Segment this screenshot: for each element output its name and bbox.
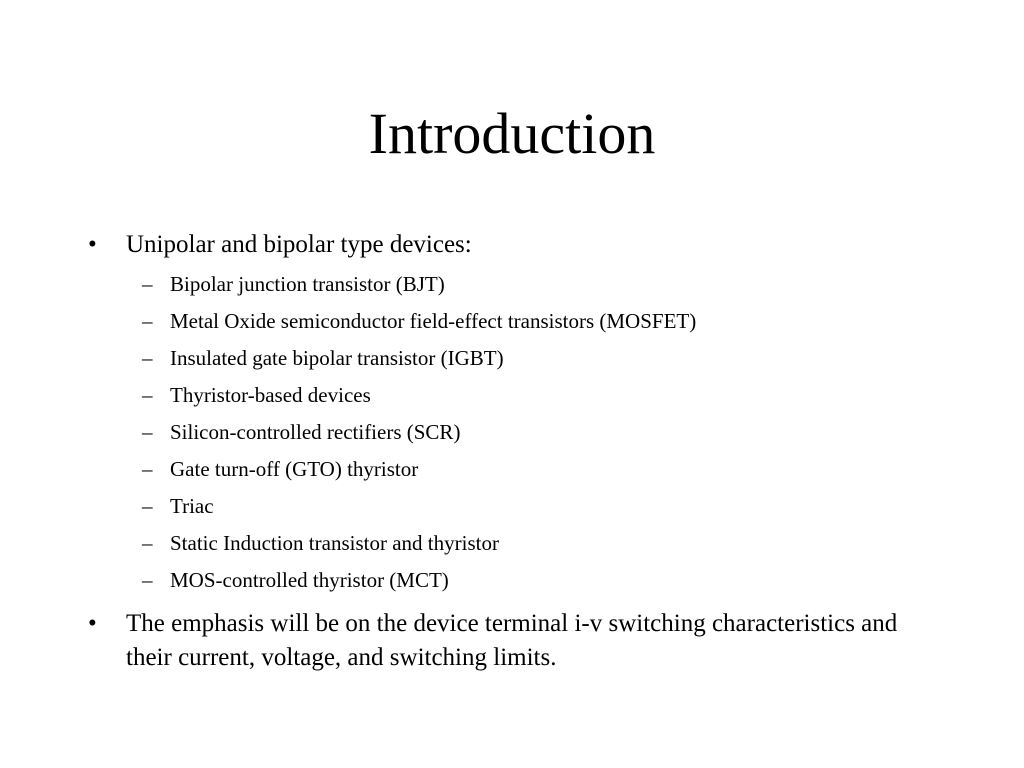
dash-marker: – [142, 568, 153, 592]
sub-item-triac [126, 488, 910, 525]
sub-item-text: Bipolar junction transistor (BJT) [170, 272, 445, 296]
dash-marker: – [142, 383, 153, 407]
dash-marker: – [142, 531, 153, 555]
sub-list [126, 266, 948, 599]
dash-marker: – [142, 309, 153, 333]
dash-marker: – [142, 457, 153, 481]
bullet-item [88, 228, 948, 599]
dash-marker: – [142, 494, 153, 518]
sub-item-thyristor-based [126, 377, 910, 414]
sub-item-igbt [126, 340, 910, 377]
dash-marker: – [142, 346, 153, 370]
bullet-marker: • [88, 610, 97, 637]
sub-item-scr [126, 414, 910, 451]
bullet-marker: • [88, 231, 97, 258]
sub-item-gto [126, 451, 910, 488]
bullet-list [88, 228, 948, 675]
sub-item-mct [126, 562, 910, 599]
sub-item-text: Thyristor-based devices [170, 383, 371, 407]
bullet-text: Unipolar and bipolar type devices: [126, 231, 472, 258]
dash-marker: – [142, 420, 153, 444]
sub-item-bjt [126, 266, 910, 303]
sub-item-text: Static Induction transistor and thyristor [170, 531, 499, 555]
sub-item-static-induction [126, 525, 910, 562]
sub-item-text: Gate turn-off (GTO) thyristor [170, 457, 419, 481]
sub-item-text: MOS-controlled thyristor (MCT) [170, 568, 449, 592]
sub-item-text: Insulated gate bipolar transistor (IGBT) [170, 346, 504, 370]
sub-item-text: Silicon-controlled rectifiers (SCR) [170, 420, 461, 444]
bullet-text: The emphasis will be on the device terminal i-v switching characteristics and their current, voltage, and switching limits. [126, 610, 898, 671]
bullet-item [88, 607, 948, 675]
sub-item-text: Triac [170, 494, 214, 518]
dash-marker: – [142, 272, 153, 296]
slide-title: Introduction [368, 101, 656, 166]
sub-item-mosfet [126, 303, 910, 340]
sub-item-text: Metal Oxide semiconductor field-effect transistors (MOSFET) [170, 309, 697, 333]
